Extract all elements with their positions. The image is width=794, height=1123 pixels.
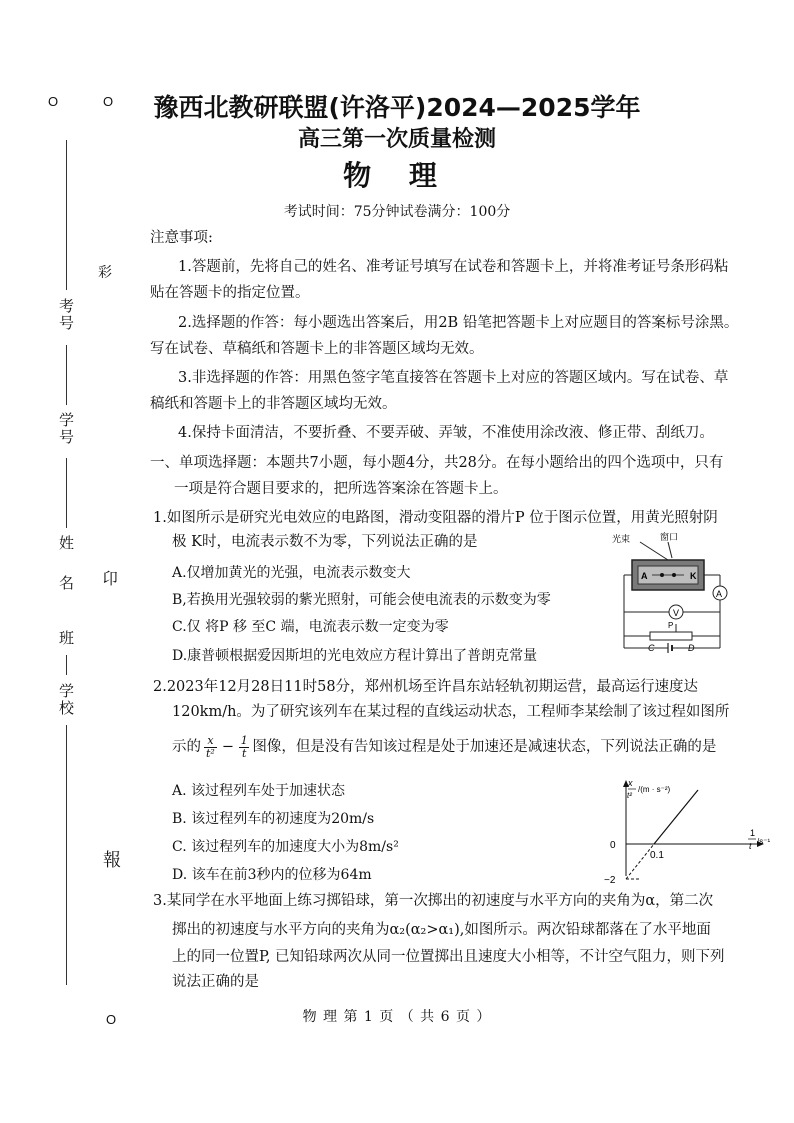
school-label: 学校 xyxy=(57,683,75,717)
note-line: 稿纸和答题卡上的非答题区域均无效。 xyxy=(150,396,397,412)
window-label: 窗口 xyxy=(660,532,679,542)
punch-hole-mark: O xyxy=(48,94,59,109)
class-label: 班 xyxy=(57,630,75,647)
side-character: 報 xyxy=(103,850,121,871)
window-pointer xyxy=(668,542,672,558)
slider-label: P xyxy=(668,621,674,630)
fraction-x-over-t2 xyxy=(204,735,217,760)
side-character: 彩 xyxy=(98,265,112,281)
note-line: 4.保持卡面清洁，不要折叠、不要弄破、弄皱，不准使用涂改液、修正带、刮纸刀。 xyxy=(178,425,714,441)
q1-option-d: D.康普顿根据爱因斯坦的光电效应方程计算出了普朗克常量 xyxy=(172,648,538,664)
fraction-denominator: t² xyxy=(206,747,215,760)
fraction-numerator: x xyxy=(207,734,214,747)
note-line: 贴在答题卡的指定位置。 xyxy=(150,285,310,301)
light-beam-label: 光束 xyxy=(612,534,631,544)
q2-option-d: D. 该车在前3秒内的位移为64m xyxy=(172,867,372,883)
q2-stem-suffix: 图像，但是没有告知该过程是处于加速还是减速状态，下列说法正确的是 xyxy=(252,739,717,755)
x-tick-label: 0.1 xyxy=(650,850,664,861)
exam-title: 豫西北教研联盟(许洛平)2024—2025学年 xyxy=(153,93,641,122)
x-label-denominator: t xyxy=(749,841,752,851)
fraction-numerator: 1 xyxy=(240,734,248,747)
note-line: 1.答题前，先将自己的姓名、准考证号填写在试卷和答题卡上，并将准考证号条形码粘 xyxy=(178,259,729,275)
q2-option-a: A. 该过程列车处于加速状态 xyxy=(172,783,346,799)
student-number-label: 学号 xyxy=(57,412,75,446)
light-beam-line xyxy=(640,542,668,560)
end-d-label: D xyxy=(688,643,695,653)
q2-graph xyxy=(598,776,778,884)
note-line: 写在试卷、草稿纸和答题卡上的非答题区域均无效。 xyxy=(150,341,484,357)
punch-hole-mark: O xyxy=(103,94,114,109)
punch-hole-mark: O xyxy=(106,1012,117,1027)
side-character: 卬 xyxy=(102,569,119,588)
q2-option-b: B. 该过程列车的初速度为20m/s xyxy=(172,811,375,827)
q1-option-b: B,若换用光强较弱的紫光照射，可能会使电流表的示数变为零 xyxy=(172,592,551,608)
q2-stem: 2.2023年12月28日11时58分，郑州机场至许昌东站轻轨初期运营，最高运行速度达 xyxy=(153,679,699,695)
name-label: 姓 名 xyxy=(57,535,75,600)
subject-title: 物 理 xyxy=(343,159,451,192)
q2-option-c: C. 该过程列车的加速度大小为8m/s² xyxy=(172,839,399,855)
voltmeter-label: V xyxy=(673,608,680,618)
y-label-unit: /(m · s⁻²) xyxy=(638,785,671,794)
section-heading-cont: 一项是符合题目要求的，把所选答案涂在答题卡上。 xyxy=(174,481,508,497)
binding-line xyxy=(66,458,67,528)
q2-stem-prefix: 示的 xyxy=(172,739,201,755)
q3-stem-cont: 掷出的初速度与水平方向的夹角为α₂(α₂>α₁),如图所示。两次铅球都落在了水平地面 xyxy=(172,922,711,938)
graph-line xyxy=(654,790,698,844)
exam-number-label: 考号 xyxy=(57,298,75,332)
q1-option-c: C.仅 将P 移 至C 端，电流表示数一定变为零 xyxy=(172,619,449,635)
q3-stem-cont: 上的同一位置P, 已知铅球两次从同一位置掷出且速度大小相等，不计空气阻力，则下列 xyxy=(172,949,725,965)
q1-option-a: A.仅增加黄光的光强，电流表示数变大 xyxy=(172,565,411,581)
photoelectric-circuit-figure xyxy=(612,530,757,665)
anode-label: A xyxy=(641,571,648,581)
rheostat xyxy=(650,632,692,640)
binding-line xyxy=(66,345,67,405)
y-label-denominator: t² xyxy=(627,791,632,800)
x-label-unit: /s⁻¹ xyxy=(757,837,771,846)
end-c-label: C xyxy=(648,643,655,653)
origin-label: 0 xyxy=(610,840,616,851)
exam-info: 考试时间：75分钟试卷满分：100分 xyxy=(283,204,511,220)
y-tick-label: −2 xyxy=(604,875,616,884)
note-line: 2.选择题的作答：每小题选出答案后，用2B 铅笔把答题卡上对应题目的答案标号涂黑。 xyxy=(178,315,739,331)
ammeter-label: A xyxy=(716,589,723,599)
note-line: 3.非选择题的作答：用黑色签字笔直接答在答题卡上对应的答题区域内。写在试卷、草 xyxy=(178,370,729,386)
x-label-numerator: 1 xyxy=(750,828,756,838)
fraction-1-over-t xyxy=(239,735,249,760)
q3-stem: 3.某同学在水平地面上练习掷铅球，第一次掷出的初速度与水平方向的夹角为α，第二次 xyxy=(153,893,714,909)
q2-stem-cont: 120km/h。为了研究该列车在某过程的直线运动状态，工程师李某绘制了该过程如图所 xyxy=(172,704,730,720)
q1-stem: 1.如图所示是研究光电效应的电路图，滑动变阻器的滑片P 位于图示位置，用黄光照射阴 xyxy=(153,510,718,526)
q2-stem-line3: 示的 $\frac{x}{\text{t²}}$ − $\frac{1}{t}$ 图像，但是没有告知该过程是处于加速还是减速状态，下列说法正确的是 xyxy=(172,734,717,760)
q1-stem-cont: 极 K时，电流表示数不为零，下列说法正确的是 xyxy=(172,534,478,550)
binding-line xyxy=(66,655,67,675)
y-label-numerator: x xyxy=(628,778,633,788)
fraction-denominator: t xyxy=(239,747,249,760)
section-heading: 一、单项选择题：本题共7小题，每小题4分，共28分。在每小题给出的四个选项中，只有 xyxy=(150,455,724,471)
cathode-label: K xyxy=(690,571,697,581)
notes-heading: 注意事项: xyxy=(150,230,213,246)
exam-subtitle: 高三第一次质量检测 xyxy=(297,127,496,152)
q3-stem-cont: 说法正确的是 xyxy=(172,974,259,990)
binding-line xyxy=(66,725,67,985)
page-footer: 物 理 第 1 页 （ 共 6 页 ） xyxy=(302,1009,492,1025)
